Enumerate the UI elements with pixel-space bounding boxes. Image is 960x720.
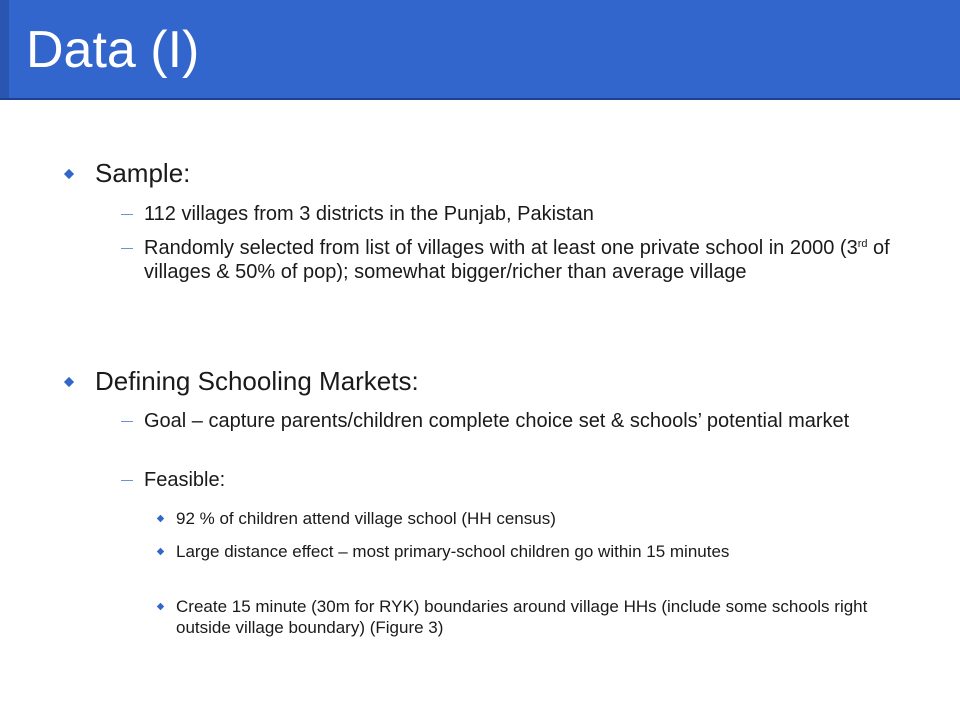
sub-sub-bullet-distance [157,541,877,562]
sub-bullet-goal [121,409,891,433]
dash-bullet-icon [121,421,133,422]
bullet-defining-markets [64,366,419,397]
sub-bullet-text [144,236,891,284]
section-heading: Sample: [95,158,191,188]
slide-title: Data (I) [26,21,200,79]
dash-bullet-icon [121,214,133,215]
diamond-bullet-icon [157,603,164,610]
dash-bullet-icon [121,480,133,481]
title-bar-edge [0,0,9,98]
sub-bullet-text: Feasible: [144,469,226,491]
sub-bullet-villages [121,202,891,226]
diamond-bullet-icon [157,548,164,555]
text-part: Randomly selected from list of villages with at least one private school in 2000 (3 [144,237,858,259]
diamond-bullet-icon [64,377,74,387]
sub-bullet-random-selection [121,236,891,284]
sub-sub-bullet-census [157,508,877,529]
sub-sub-bullet-text: 92 % of children attend village school (HH census) [176,509,556,528]
dash-bullet-icon [121,248,133,249]
sub-sub-bullet-text: Create 15 minute (30m for RYK) boundaries around village HHs (include some schools right outside village boundary) (Figure 3) [176,597,868,637]
section-heading: Defining Schooling Markets: [95,366,419,396]
sub-bullet-feasible [121,468,891,492]
text-part: of villages & 50% of pop); somewhat bigger/richer than average village [144,237,890,283]
diamond-bullet-icon [64,169,74,179]
sub-sub-bullet-boundaries [157,596,877,638]
sub-sub-bullet-text: Large distance effect – most primary-school children go within 15 minutes [176,542,730,561]
diamond-bullet-icon [157,515,164,522]
bullet-sample [64,158,190,189]
sub-bullet-text: Goal – capture parents/children complete choice set & schools’ potential market [144,410,850,432]
superscript: rd [857,238,868,250]
sub-bullet-text: 112 villages from 3 districts in the Punjab, Pakistan [144,203,594,225]
title-bar [0,0,960,100]
